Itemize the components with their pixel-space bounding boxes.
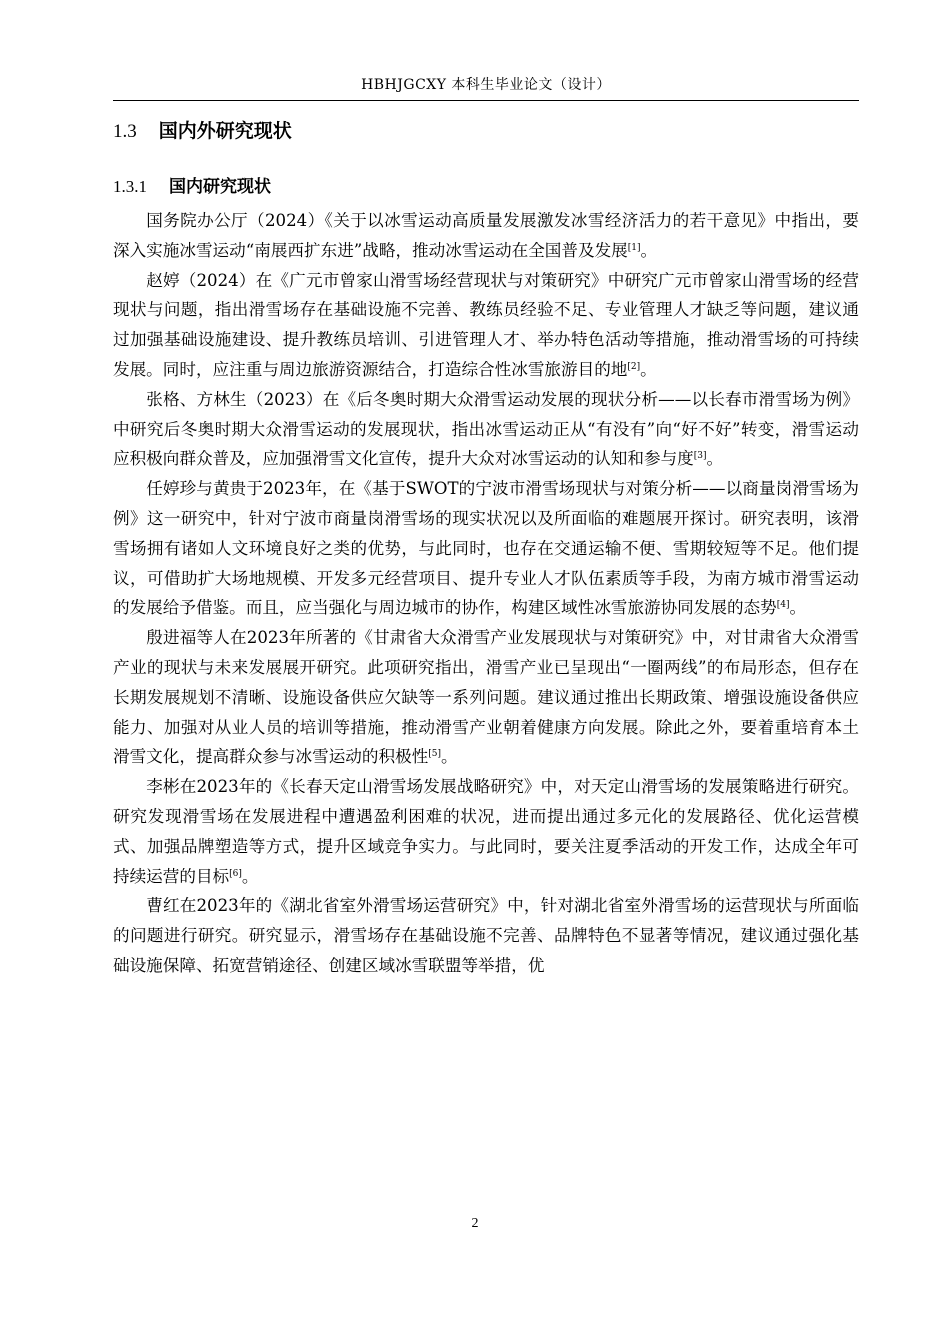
citation: [2] <box>627 361 641 372</box>
subsection-number: 1.3.1 <box>113 177 147 196</box>
citation: [1] <box>627 242 641 253</box>
citation: [4] <box>776 600 790 611</box>
header-rule <box>113 100 859 101</box>
paragraph: 殷进福等人在2023年所著的《甘肃省大众滑雪产业发展现状与对策研究》中，对甘肃省大众滑雪产业的现状与未来发展展开研究。此项研究指出，滑雪产业已呈现出“一圈两线”的布局形态，但存在长期发展规划不清晰、设施设备供应欠缺等一系列问题。建议通过推出长期政策、增强设施设备供应能力、加强对从业人员的培训等措施，推动滑雪产业朝着健康方向发展。除此之外，要着重培育本土滑雪文化，提高群众参与冰雪运动的积极性[5]。 <box>113 628 859 767</box>
page-number: 2 <box>471 1216 479 1231</box>
citation: [6] <box>229 868 242 879</box>
paragraph: 任婷珍与黄贵于2023年，在《基于SWOT的宁波市滑雪场现状与对策分析——以商量岗滑雪场为例》这一研究中，针对宁波市商量岗滑雪场的现实状况以及所面临的难题展开探讨。研究表明，该滑雪场拥有诸如人文环境良好之类的优势，与此同时，也存在交通运输不便、雪期较短等不足。他们提议，可借助扩大场地规模、开发多元经营项目、提升专业人才队伍素质等手段，为南方城市滑雪运动的发展给予借鉴。而且，应当强化与周边城市的协作，构建区域性冰雪旅游协同发展的态势[4]。 <box>113 479 859 618</box>
paragraph: 李彬在2023年的《长春天定山滑雪场发展战略研究》中，对天定山滑雪场的发展策略进行研究。研究发现滑雪场在发展进程中遭遇盈利困难的状况，进而提出通过多元化的发展路径、优化运营模式、加强品牌塑造等方式，提升区域竞争实力。与此同时，要关注夏季活动的开发工作，达成全年可持续运营的目标[6]。 <box>113 777 859 886</box>
body-text <box>113 206 859 981</box>
citation: [3] <box>693 451 707 462</box>
paragraph: 张格、方林生（2023）在《后冬奥时期大众滑雪运动发展的现状分析——以长春市滑雪场为例》中研究后冬奥时期大众滑雪运动的发展现状，指出冰雪运动正从“有没有”向“好不好”转变，滑雪运动应积极向群众普及，应加强滑雪文化宣传，提升大众对冰雪运动的认知和参与度[3]。 <box>113 389 859 469</box>
paragraph: 赵婷（2024）在《广元市曾家山滑雪场经营现状与对策研究》中研究广元市曾家山滑雪场的经营现状与问题，指出滑雪场存在基础设施不完善、教练员经验不足、专业管理人才缺乏等问题，建议通过加强基础设施建设、提升教练员培训、引进管理人才、举办特色活动等措施，推动滑雪场的可持续发展。同时，应注重与周边旅游资源结合，打造综合性冰雪旅游目的地[2]。 <box>113 270 859 379</box>
subsection-title: 国内研究现状 <box>169 177 271 197</box>
citation: [5] <box>428 749 442 760</box>
section-title: 国内外研究现状 <box>158 120 292 142</box>
running-header: HBHJGCXY 本科生毕业论文（设计） <box>361 77 611 93</box>
section-heading <box>113 116 292 143</box>
subsection-heading <box>113 172 271 197</box>
paragraph: 国务院办公厅（2024）《关于以冰雪运动高质量发展激发冰雪经济活力的若干意见》中指出，要深入实施冰雪运动“南展西扩东进”战略，推动冰雪运动在全国普及发展[1]。 <box>113 211 859 260</box>
section-number: 1.3 <box>113 121 137 142</box>
paragraph: 曹红在2023年的《湖北省室外滑雪场运营研究》中，针对湖北省室外滑雪场的运营现状与所面临的问题进行研究。研究显示，滑雪场存在基础设施不完善、品牌特色不显著等情况，建议通过强化基础设施保障、拓宽营销途径、创建区域冰雪联盟等举措，优 <box>113 896 859 975</box>
